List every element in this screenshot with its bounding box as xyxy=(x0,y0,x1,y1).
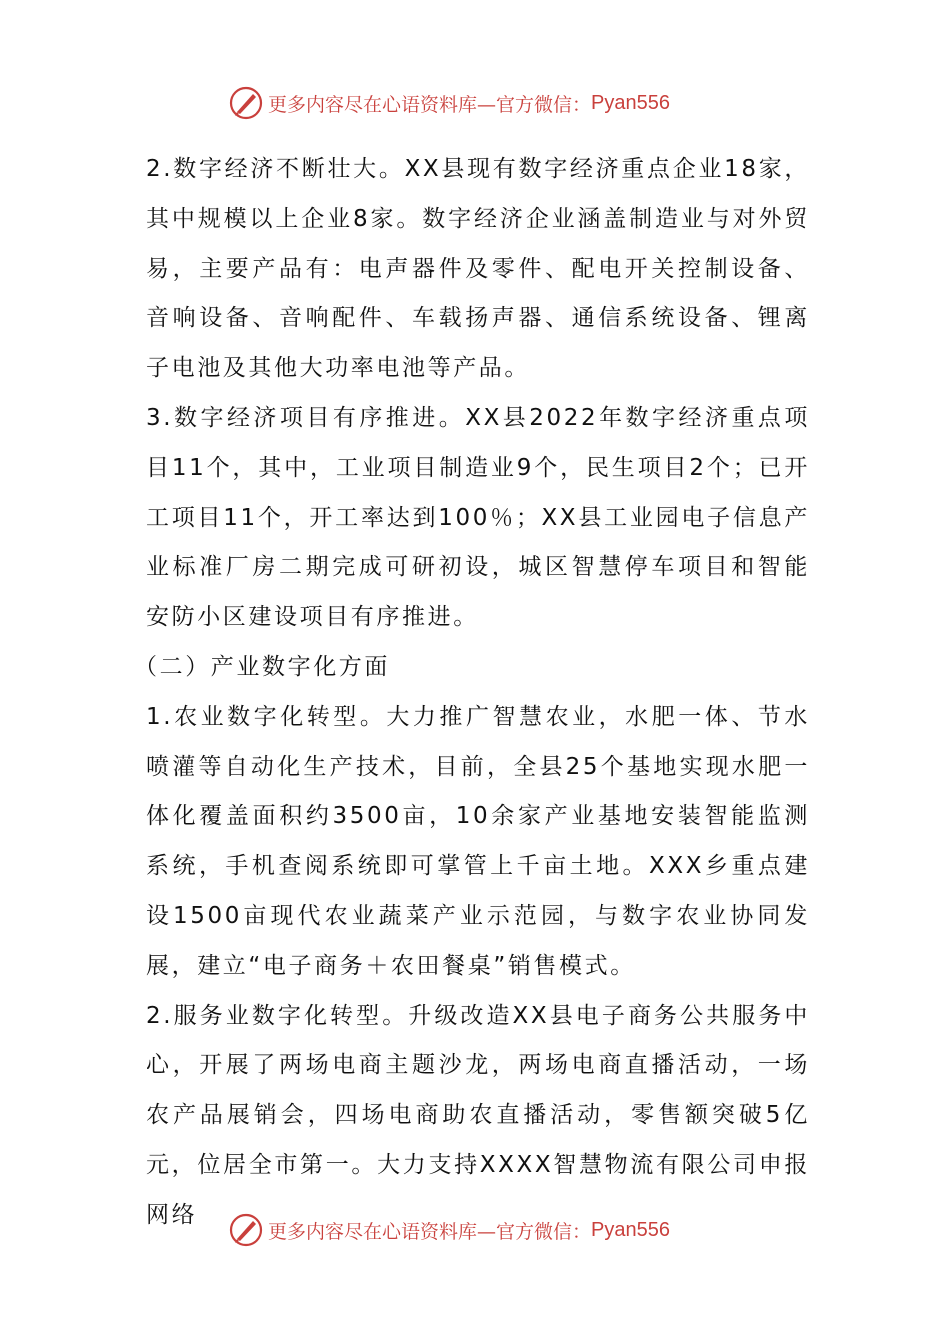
paragraph-agriculture-digitalization: 1.农业数字化转型。大力推广智慧农业，水肥一体、节水喷灌等自动化生产技术，目前，全县25个基地实现水肥一体化覆盖面积约3500亩，10余家产业基地安装智能监测系统，手机查阅系统即可掌管上千亩土地。XXX乡重点建设1500亩现代农业蔬菜产业示范园，与数字农业协同发展，建立“电子商务＋农田餐桌”销售模式。 xyxy=(146,703,810,979)
watermark-header xyxy=(228,83,670,123)
watermark-id: Pyan556 xyxy=(591,1218,670,1241)
watermark-footer xyxy=(228,1210,670,1250)
paragraph-digital-economy-growth: 2.数字经济不断壮大。XX县现有数字经济重点企业18家，其中规模以上企业8家。数字经济企业涵盖制造业与对外贸易，主要产品有：电声器件及零件、配电开关控制设备、音响设备、音响配件、车载扬声器、通信系统设备、锂离子电池及其他大功率电池等产品。 xyxy=(146,156,810,382)
watermark-text: 更多内容尽在心语资料库—官方微信： xyxy=(268,93,592,116)
section-heading-industry-digitalization: （二）产业数字化方面 xyxy=(134,653,390,680)
pen-logo-icon xyxy=(228,1212,264,1248)
paragraph-digital-projects: 3.数字经济项目有序推进。XX县2022年数字经济重点项目11个，其中，工业项目制造业9个，民生项目2个；已开工项目11个，开工率达到100％；XX县工业园电子信息产业标准厂房二期完成可研初设，城区智慧停车项目和智能安防小区建设项目有序推进。 xyxy=(146,404,810,631)
document-body xyxy=(134,145,810,1241)
paragraph-service-digitalization: 2.服务业数字化转型。升级改造XX县电子商务公共服务中心，开展了两场电商主题沙龙，两场电商直播活动，一场农产品展销会，四场电商助农直播活动，零售额突破5亿元，位居全市第一。大力支持XXXX智慧物流有限公司申报网络 xyxy=(146,1002,810,1228)
watermark-id: Pyan556 xyxy=(591,91,670,114)
watermark-text: 更多内容尽在心语资料库—官方微信： xyxy=(268,1220,592,1243)
pen-logo-icon xyxy=(228,85,264,121)
